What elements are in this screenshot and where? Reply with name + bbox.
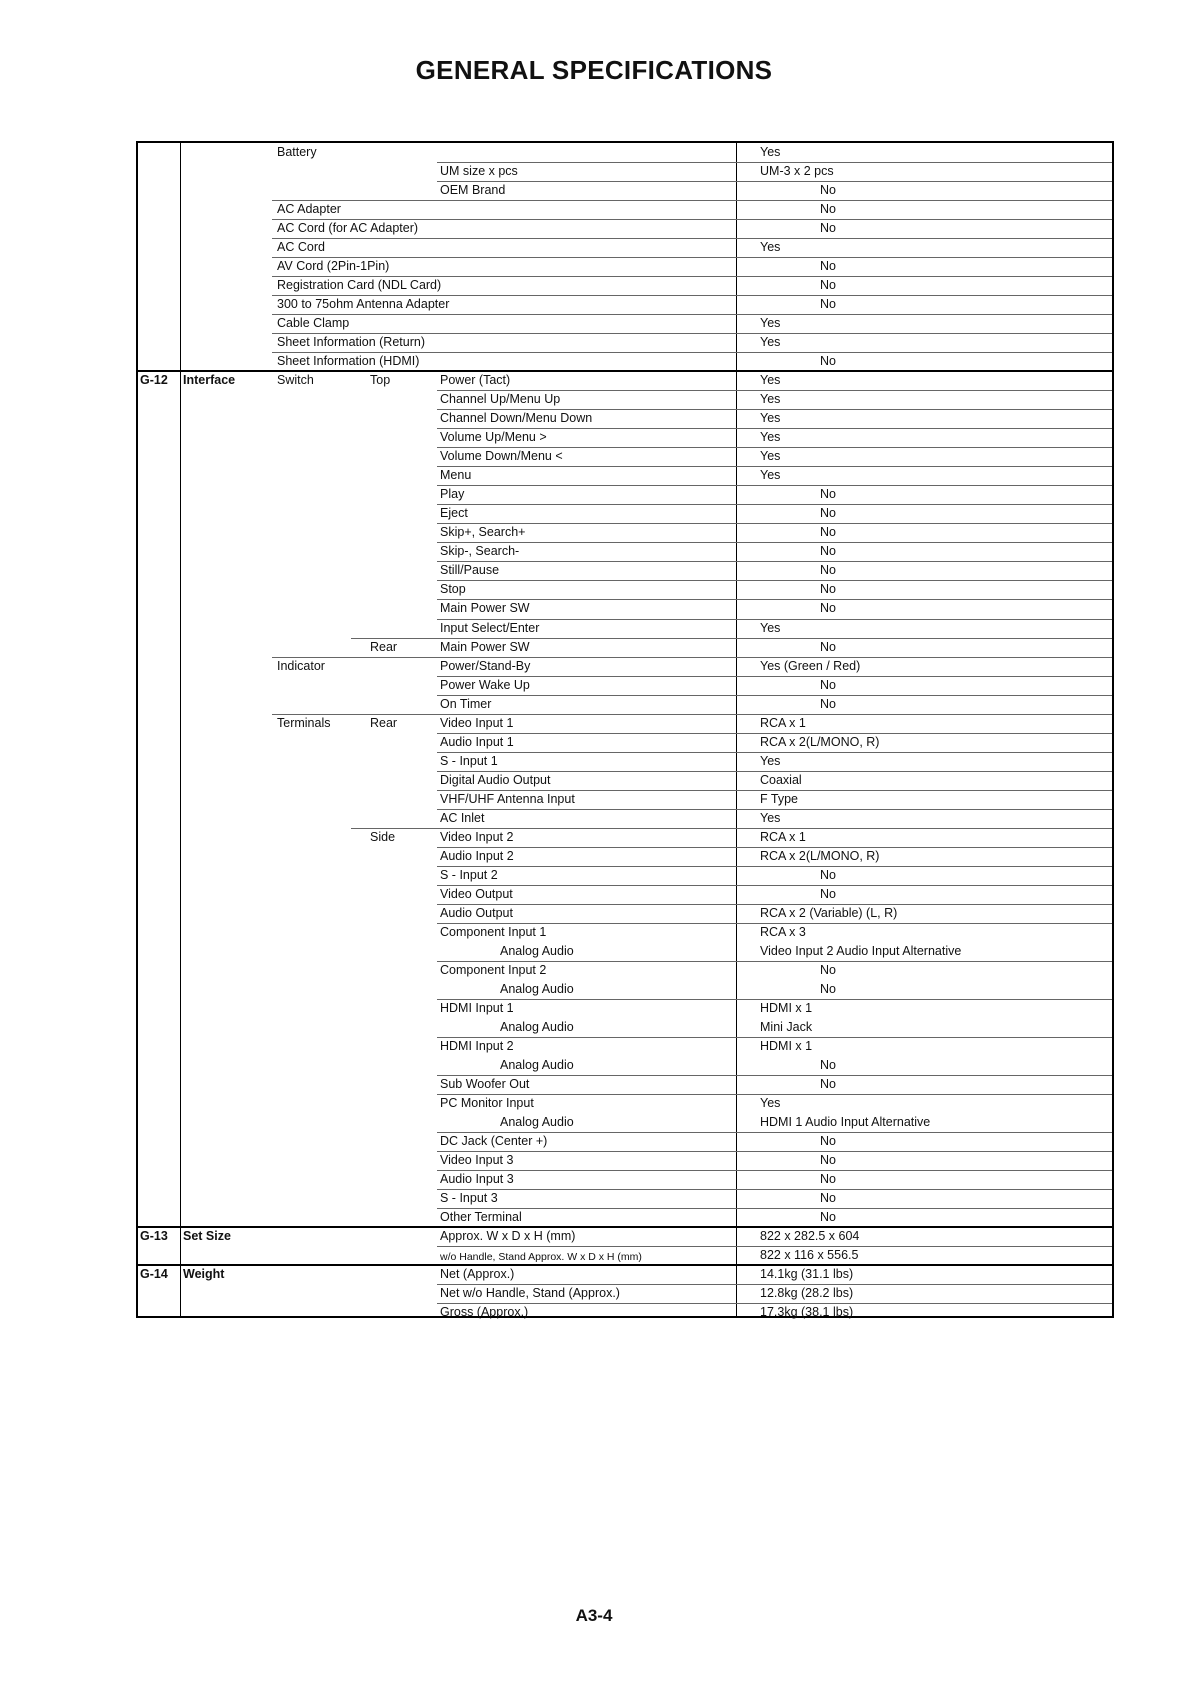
item-label: Stop bbox=[440, 582, 466, 597]
item-value: No bbox=[820, 297, 836, 312]
item-value: No bbox=[820, 639, 836, 654]
table-row bbox=[138, 733, 1112, 752]
table-row bbox=[138, 181, 1112, 200]
item-label: Other Terminal bbox=[440, 1210, 522, 1225]
item-label: Power (Tact) bbox=[440, 373, 511, 388]
table-row bbox=[138, 771, 1112, 790]
item-value: RCA x 2(L/MONO, R) bbox=[760, 848, 880, 863]
item-value: 822 x 116 x 556.5 bbox=[760, 1248, 859, 1263]
item-value: 17.3kg (38.1 lbs) bbox=[760, 1305, 854, 1320]
item-label: PC Monitor Input bbox=[440, 1096, 534, 1110]
category-label: Weight bbox=[183, 1267, 225, 1282]
item-value: RCA x 2(L/MONO, R) bbox=[760, 734, 880, 749]
item-label: VHF/UHF Antenna Input bbox=[440, 791, 575, 806]
table-row bbox=[138, 942, 1112, 961]
item-value: RCA x 3 bbox=[760, 924, 806, 939]
item-label: Power/Stand-By bbox=[440, 658, 531, 673]
item-value: Yes bbox=[760, 240, 781, 255]
item-value: No bbox=[820, 1057, 836, 1072]
item-label: Skip-, Search- bbox=[440, 544, 520, 559]
item-label: AC Inlet bbox=[440, 810, 485, 825]
item-label: Net w/o Handle, Stand (Approx.) bbox=[440, 1286, 620, 1301]
group-code: G-12 bbox=[140, 373, 168, 388]
table-row bbox=[138, 485, 1112, 504]
item-value: Yes bbox=[760, 373, 781, 388]
item-value: No bbox=[820, 1153, 836, 1168]
table-row bbox=[138, 542, 1112, 561]
table-row bbox=[138, 619, 1112, 638]
item-value: Yes bbox=[760, 335, 781, 350]
item-label: Video Output bbox=[440, 886, 513, 901]
item-value: 14.1kg (31.1 lbs) bbox=[760, 1267, 854, 1282]
item-value: No bbox=[820, 582, 836, 597]
item-value: No bbox=[820, 354, 836, 369]
item-value: Coaxial bbox=[760, 772, 802, 787]
table-row bbox=[138, 847, 1112, 866]
table-row bbox=[138, 523, 1112, 542]
section-label: Cable Clamp bbox=[277, 316, 350, 331]
item-label: Analog Audio bbox=[500, 1057, 574, 1072]
item-value: HDMI x 1 bbox=[760, 1000, 813, 1015]
item-value: Yes bbox=[760, 430, 781, 445]
item-value: Yes bbox=[760, 753, 781, 768]
table-row bbox=[138, 580, 1112, 599]
table-row bbox=[138, 1208, 1112, 1227]
item-label: Play bbox=[440, 487, 465, 502]
item-label: Skip+, Search+ bbox=[440, 525, 526, 540]
item-label: Channel Down/Menu Down bbox=[440, 411, 593, 426]
item-label: Component Input 2 bbox=[440, 962, 547, 977]
item-value: HDMI 1 Audio Input Alternative bbox=[760, 1115, 931, 1130]
location-label: Rear bbox=[370, 639, 398, 654]
item-value: No bbox=[820, 563, 836, 578]
table-row bbox=[138, 333, 1112, 352]
table-row bbox=[138, 885, 1112, 904]
item-value: Mini Jack bbox=[760, 1019, 813, 1034]
item-label: S - Input 2 bbox=[440, 867, 498, 882]
item-value: No bbox=[820, 962, 836, 977]
section-label: Battery bbox=[277, 145, 317, 159]
table-row bbox=[138, 314, 1112, 333]
category-label: Set Size bbox=[183, 1229, 231, 1244]
table-row bbox=[138, 371, 1112, 390]
table-row bbox=[138, 980, 1112, 999]
page-title: GENERAL SPECIFICATIONS bbox=[415, 55, 773, 85]
item-value: Yes bbox=[760, 316, 781, 331]
table-row bbox=[138, 638, 1112, 657]
table-row bbox=[138, 1170, 1112, 1189]
table-row bbox=[138, 1189, 1112, 1208]
item-value: No bbox=[820, 278, 836, 293]
item-label: UM size x pcs bbox=[440, 164, 518, 179]
section-label: Sheet Information (HDMI) bbox=[277, 354, 420, 369]
table-row bbox=[138, 295, 1112, 314]
item-value: Yes (Green / Red) bbox=[760, 658, 861, 673]
table-row bbox=[138, 714, 1112, 733]
item-label: Audio Input 3 bbox=[440, 1172, 514, 1187]
item-value: Yes bbox=[760, 810, 781, 825]
item-label: Power Wake Up bbox=[440, 677, 530, 692]
item-value: Yes bbox=[760, 449, 781, 464]
item-label: Audio Input 1 bbox=[440, 734, 514, 749]
item-label: Video Input 3 bbox=[440, 1153, 514, 1168]
item-value: Yes bbox=[760, 145, 781, 159]
item-value: No bbox=[820, 1210, 836, 1225]
table-row bbox=[138, 1265, 1112, 1284]
spec-table bbox=[136, 141, 1114, 1318]
item-value: No bbox=[820, 202, 836, 217]
item-label: HDMI Input 1 bbox=[440, 1000, 514, 1015]
item-value: 822 x 282.5 x 604 bbox=[760, 1229, 860, 1244]
item-value: No bbox=[820, 1172, 836, 1187]
section-label: AC Adapter bbox=[277, 202, 341, 217]
item-label: Net (Approx.) bbox=[440, 1267, 515, 1282]
page-number: A3-4 bbox=[575, 1606, 613, 1625]
item-label: Input Select/Enter bbox=[440, 620, 540, 635]
item-value: HDMI x 1 bbox=[760, 1038, 813, 1053]
item-value: No bbox=[820, 221, 836, 236]
table-row bbox=[138, 866, 1112, 885]
item-value: No bbox=[820, 1134, 836, 1149]
item-value: F Type bbox=[760, 791, 798, 806]
table-row bbox=[138, 409, 1112, 428]
table-row bbox=[138, 790, 1112, 809]
table-row bbox=[138, 238, 1112, 257]
table-row bbox=[138, 1056, 1112, 1075]
table-row bbox=[138, 752, 1112, 771]
item-label: Audio Input 2 bbox=[440, 848, 514, 863]
table-row bbox=[138, 466, 1112, 485]
item-label: Approx. W x D x H (mm) bbox=[440, 1229, 576, 1244]
item-value: No bbox=[820, 886, 836, 901]
table-row bbox=[138, 143, 1112, 162]
item-label: Volume Down/Menu < bbox=[440, 449, 563, 464]
table-row bbox=[138, 219, 1112, 238]
item-value: Yes bbox=[760, 392, 781, 407]
item-label: Volume Up/Menu > bbox=[440, 430, 547, 445]
item-label: Analog Audio bbox=[500, 981, 574, 996]
section-label: AC Cord bbox=[277, 240, 325, 255]
table-row bbox=[138, 1303, 1112, 1322]
section-label: Switch bbox=[277, 373, 314, 388]
table-row bbox=[138, 923, 1112, 942]
location-label: Side bbox=[370, 829, 396, 844]
section-label: Indicator bbox=[277, 658, 325, 673]
item-value: No bbox=[820, 601, 836, 616]
table-row bbox=[138, 1075, 1112, 1094]
location-label: Top bbox=[370, 373, 391, 388]
item-label: Main Power SW bbox=[440, 601, 530, 616]
item-label: Digital Audio Output bbox=[440, 772, 551, 787]
item-label: w/o Handle, Stand Approx. W x D x H (mm) bbox=[440, 1251, 642, 1264]
item-value: UM-3 x 2 pcs bbox=[760, 164, 834, 179]
item-value: Yes bbox=[760, 411, 781, 426]
item-value: No bbox=[820, 677, 836, 692]
item-value: RCA x 2 (Variable) (L, R) bbox=[760, 905, 898, 920]
section-label: Terminals bbox=[277, 715, 331, 730]
group-code: G-14 bbox=[140, 1267, 168, 1282]
table-row bbox=[138, 1284, 1112, 1303]
table-row bbox=[138, 257, 1112, 276]
table-row bbox=[138, 200, 1112, 219]
table-row bbox=[138, 561, 1112, 580]
section-label: AV Cord (2Pin-1Pin) bbox=[277, 259, 390, 274]
item-value: Yes bbox=[760, 620, 781, 635]
table-row bbox=[138, 1094, 1112, 1113]
item-label: DC Jack (Center +) bbox=[440, 1134, 548, 1149]
item-label: HDMI Input 2 bbox=[440, 1038, 514, 1053]
item-value: No bbox=[820, 525, 836, 540]
item-value: No bbox=[820, 696, 836, 711]
table-row bbox=[138, 828, 1112, 847]
item-value: No bbox=[820, 487, 836, 502]
item-label: Main Power SW bbox=[440, 639, 530, 654]
item-value: No bbox=[820, 506, 836, 521]
table-row bbox=[138, 695, 1112, 714]
item-value: No bbox=[820, 1076, 836, 1091]
table-row bbox=[138, 352, 1112, 371]
item-value: No bbox=[820, 981, 836, 996]
item-label: Video Input 2 bbox=[440, 829, 514, 844]
item-label: Component Input 1 bbox=[440, 924, 547, 939]
item-label: Channel Up/Menu Up bbox=[440, 392, 561, 407]
item-label: Analog Audio bbox=[500, 1115, 574, 1130]
item-value: No bbox=[820, 1191, 836, 1206]
table-row bbox=[138, 504, 1112, 523]
table-row bbox=[138, 428, 1112, 447]
item-label: S - Input 3 bbox=[440, 1191, 498, 1206]
item-label: Gross (Approx.) bbox=[440, 1305, 529, 1320]
table-row bbox=[138, 276, 1112, 295]
table-row bbox=[138, 999, 1112, 1018]
table-row bbox=[138, 904, 1112, 923]
table-row bbox=[138, 1113, 1112, 1132]
item-label: Analog Audio bbox=[500, 1019, 574, 1034]
item-value: No bbox=[820, 183, 836, 198]
table-row bbox=[138, 1246, 1112, 1265]
table-row bbox=[138, 1018, 1112, 1037]
location-label: Rear bbox=[370, 715, 398, 730]
section-label: AC Cord (for AC Adapter) bbox=[277, 221, 419, 236]
table-row bbox=[138, 599, 1112, 618]
item-label: Eject bbox=[440, 506, 468, 521]
item-value: No bbox=[820, 544, 836, 559]
item-value: RCA x 1 bbox=[760, 715, 806, 730]
table-row bbox=[138, 162, 1112, 181]
item-label: Video Input 1 bbox=[440, 715, 514, 730]
section-label: Sheet Information (Return) bbox=[277, 335, 425, 350]
item-value: Yes bbox=[760, 1096, 781, 1110]
item-value: Video Input 2 Audio Input Alternative bbox=[760, 943, 962, 958]
item-label: Still/Pause bbox=[440, 563, 500, 578]
table-row bbox=[138, 1151, 1112, 1170]
group-code: G-13 bbox=[140, 1229, 168, 1244]
item-label: S - Input 1 bbox=[440, 753, 498, 768]
table-row bbox=[138, 1227, 1112, 1246]
item-value: 12.8kg (28.2 lbs) bbox=[760, 1286, 854, 1301]
item-value: Yes bbox=[760, 468, 781, 483]
section-label: 300 to 75ohm Antenna Adapter bbox=[277, 297, 450, 312]
table-row bbox=[138, 390, 1112, 409]
table-row bbox=[138, 961, 1112, 980]
category-label: Interface bbox=[183, 373, 236, 388]
item-label: Audio Output bbox=[440, 905, 513, 920]
item-label: OEM Brand bbox=[440, 183, 506, 198]
table-row bbox=[138, 1037, 1112, 1056]
table-row bbox=[138, 447, 1112, 466]
item-value: No bbox=[820, 867, 836, 882]
table-row bbox=[138, 676, 1112, 695]
table-row bbox=[138, 809, 1112, 828]
item-value: No bbox=[820, 259, 836, 274]
item-value: RCA x 1 bbox=[760, 829, 806, 844]
section-label: Registration Card (NDL Card) bbox=[277, 278, 442, 293]
table-row bbox=[138, 1132, 1112, 1151]
item-label: Analog Audio bbox=[500, 943, 574, 958]
item-label: Sub Woofer Out bbox=[440, 1076, 530, 1091]
item-label: Menu bbox=[440, 468, 472, 483]
item-label: On Timer bbox=[440, 696, 492, 711]
table-row bbox=[138, 657, 1112, 676]
